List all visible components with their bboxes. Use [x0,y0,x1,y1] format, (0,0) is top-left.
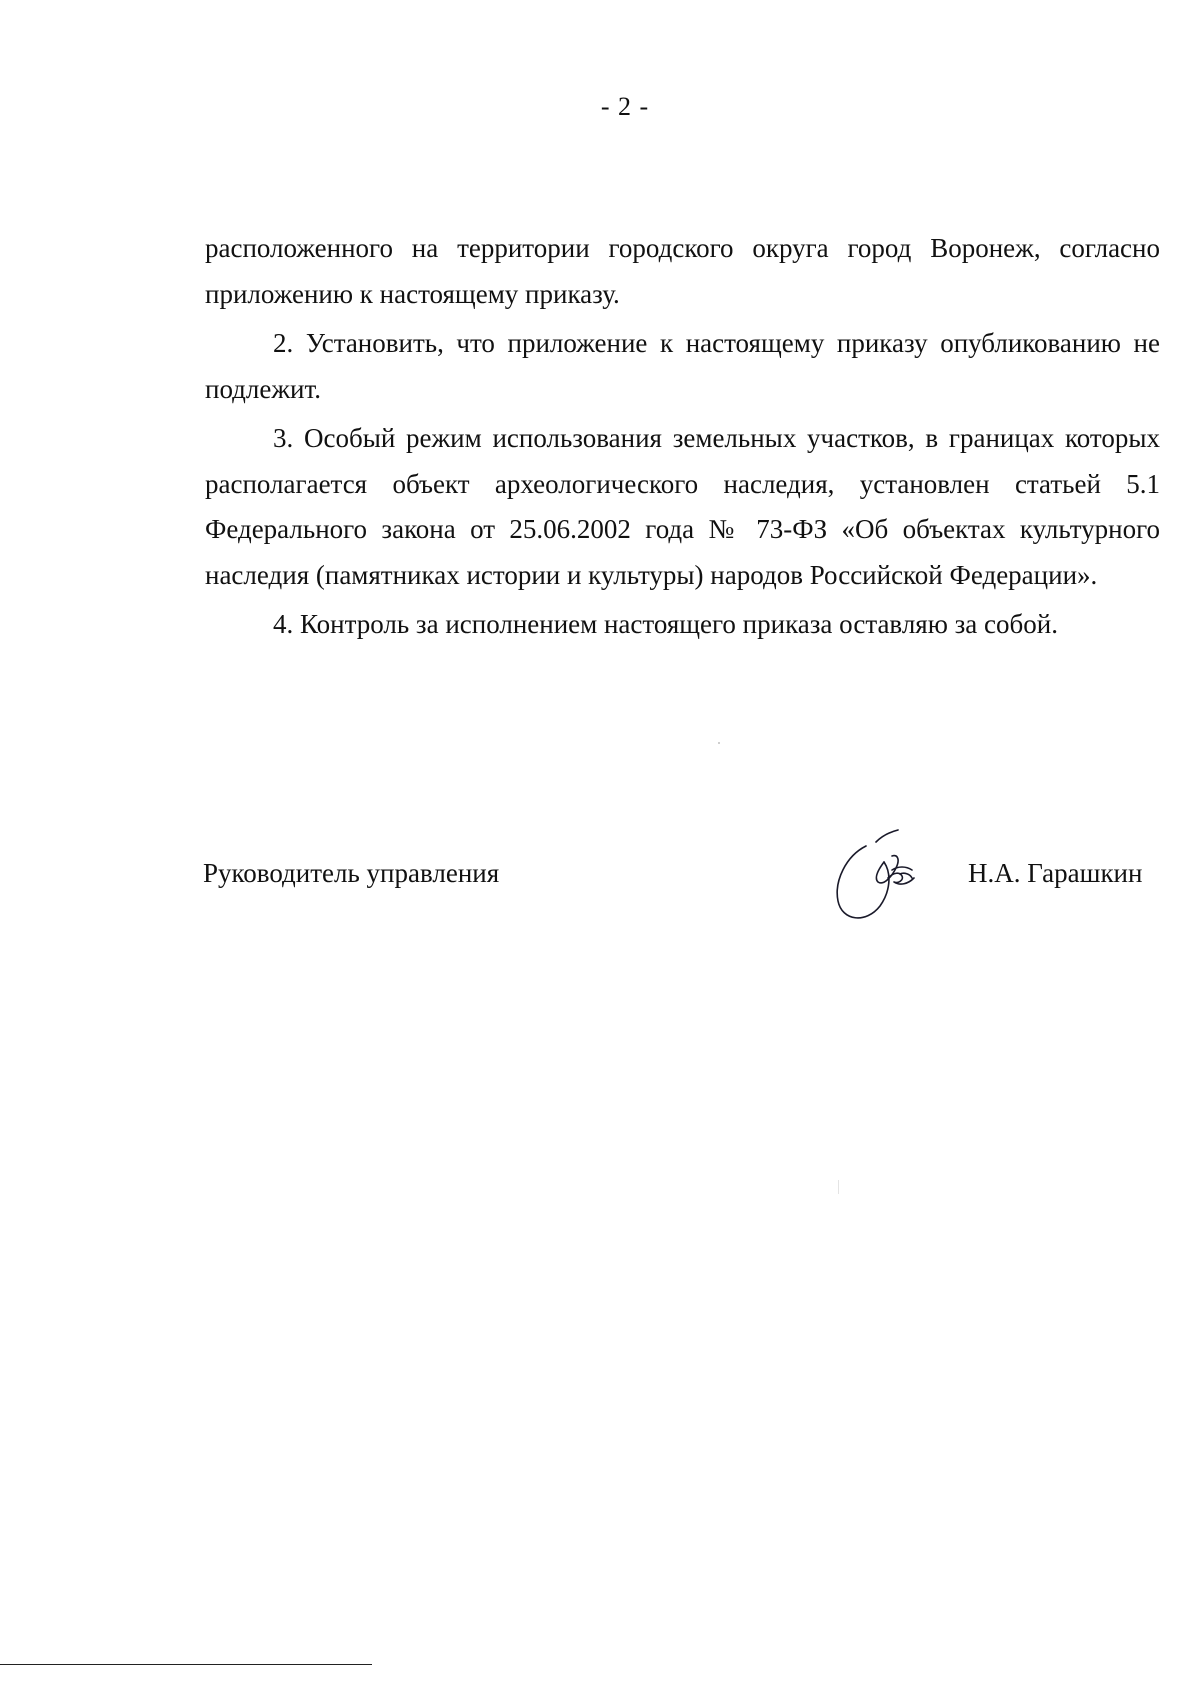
signature-block [0,858,1200,978]
handwritten-signature [828,826,928,931]
document-body [205,226,1160,652]
paragraph-item-3: 3. Особый режим использования земельных участков, в границах которых располагается объект археологического наследия, установлен статьей 5.1 Федерального закона от 25.06.2002 года № 73-ФЗ «Об объектах культурного наследия (памятниках истории и культуры) народов Российской Федерации». [205,423,1160,590]
paragraph-item-4: 4. Контроль за исполнением настоящего приказа оставляю за собой. [273,609,1058,639]
scan-speck [838,1180,839,1194]
signatory-name: Н.А. Гарашкин [968,858,1143,888]
page-number: - 2 - [600,92,650,121]
footer-rule [0,1664,372,1665]
paragraph-item-2: 2. Установить, что приложение к настоящему приказу опубликованию не подлежит. [205,328,1160,404]
scan-speck [718,742,720,744]
paragraph-continuation: расположенного на территории городского округа город Воронеж, согласно приложению к настоящему приказу. [205,233,1160,309]
signatory-position: Руководитель управления [203,858,500,888]
